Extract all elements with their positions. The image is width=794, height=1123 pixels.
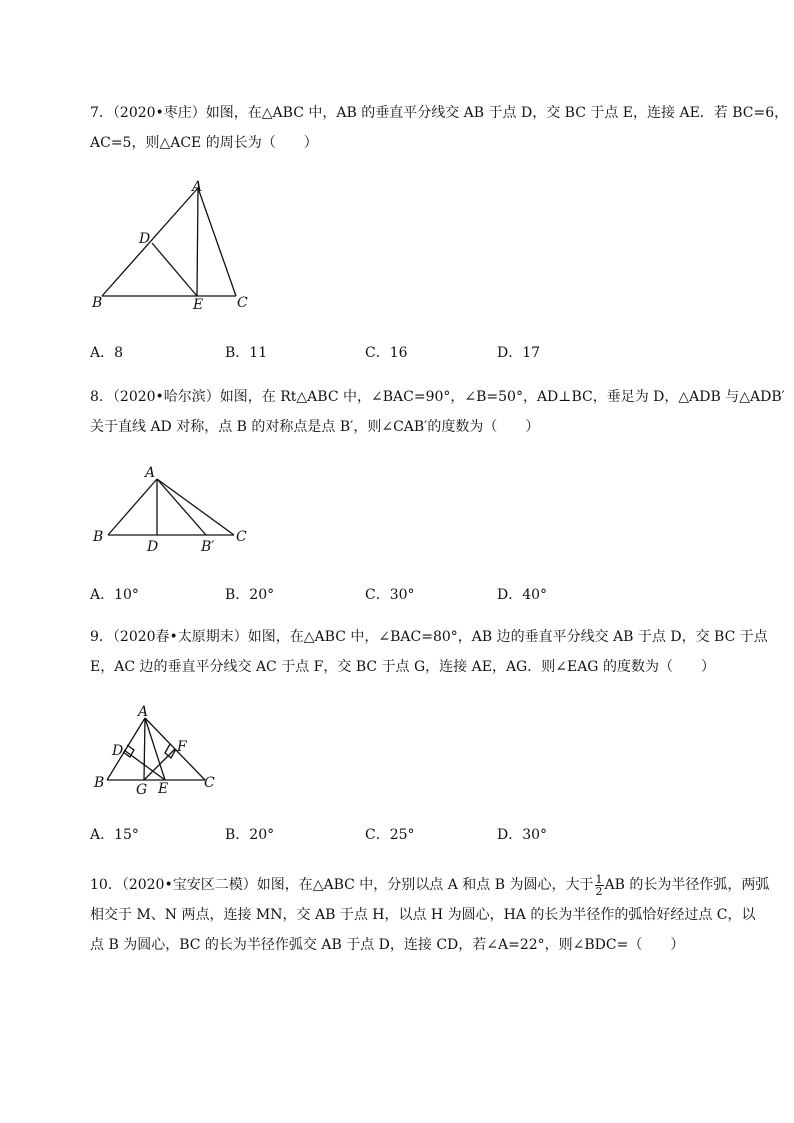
label-d: D — [139, 231, 151, 247]
question-7-figure — [85, 175, 265, 315]
label-b-prime: B′ — [201, 539, 215, 555]
label-d: D — [147, 539, 159, 555]
label-g: G — [136, 782, 148, 798]
segment-ae — [197, 188, 198, 296]
label-c: C — [237, 295, 248, 311]
question-8-option-a[interactable]: A．10° — [90, 587, 139, 603]
question-7-option-a[interactable]: A．8 — [90, 345, 124, 361]
question-9-line-2: E，AC 边的垂直平分线交 AC 于点 F，交 BC 于点 G，连接 AE，AG．则∠EAG 的度数为（ ） — [90, 659, 715, 675]
label-c: C — [236, 529, 247, 545]
segment-ab-prime — [157, 479, 206, 535]
label-a: A — [192, 179, 203, 195]
label-b: B — [93, 529, 104, 545]
question-9-option-b[interactable]: B．20° — [225, 827, 275, 843]
label-d: D — [112, 743, 124, 759]
segment-ab — [108, 479, 157, 535]
question-9 — [90, 622, 768, 682]
question-7-line-1: 7．（2020•枣庄）如图，在△ABC 中，AB 的垂直平分线交 AB 于点 D，交 BC 于点 E，连接 AE．若 BC=6， — [90, 105, 789, 121]
question-9-line-1: 9．（2020春•太原期末）如图，在△ABC 中，∠BAC=80°，AB 边的垂直平分线交 AB 于点 D，交 BC 于点 — [90, 629, 768, 645]
label-e: E — [158, 781, 169, 797]
segment-ag — [144, 718, 145, 780]
question-8 — [90, 382, 785, 442]
label-a: A — [145, 465, 156, 481]
question-10-line-1-end: AB 的长为半径作弧，两弧 — [604, 877, 770, 893]
segment-ac — [198, 188, 236, 296]
label-e: E — [193, 297, 204, 313]
label-f: F — [177, 739, 187, 755]
question-8-line-2: 关于直线 AD 对称，点 B 的对称点是点 B′，则∠CAB′的度数为（ ） — [90, 419, 540, 435]
question-7 — [90, 98, 789, 158]
question-8-option-b[interactable]: B．20° — [225, 587, 275, 603]
label-b: B — [94, 775, 105, 791]
question-10-line-3: 点 B 为圆心，BC 的长为半径作弧交 AB 于点 D，连接 CD，若∠A=22°，则∠BDC=（ ） — [90, 937, 685, 953]
question-7-line-2: AC=5，则△ACE 的周长为（ ） — [90, 135, 318, 151]
segment-ae — [145, 718, 165, 780]
question-8-option-c[interactable]: C．30° — [365, 587, 415, 603]
question-9-option-d[interactable]: D．30° — [497, 827, 548, 843]
question-8-line-1: 8．（2020•哈尔滨）如图，在 Rt△ABC 中，∠BAC=90°，∠B=50°，AD⊥BC，垂足为 D，△ADB 与△ADB′ — [90, 389, 785, 405]
question-9-option-c[interactable]: C．25° — [365, 827, 415, 843]
question-7-option-d[interactable]: D．17 — [497, 345, 541, 361]
label-a: A — [138, 704, 149, 720]
question-10-line-1-start: 10．（2020•宝安区二模）如图，在△ABC 中，分别以点 A 和点 B 为圆心，大于 — [90, 877, 594, 893]
question-10 — [90, 870, 770, 960]
fraction-numerator: 1 — [595, 872, 603, 886]
label-b: B — [92, 295, 103, 311]
right-angle-mark-f — [165, 744, 176, 758]
question-9-option-a[interactable]: A．15° — [90, 827, 139, 843]
segment-de — [152, 243, 197, 296]
label-c: C — [204, 775, 215, 791]
segment-ac — [157, 479, 234, 535]
question-7-option-b[interactable]: B．11 — [225, 345, 268, 361]
question-8-option-d[interactable]: D．40° — [497, 587, 548, 603]
question-10-line-1 — [90, 870, 770, 900]
fraction-one-half — [595, 874, 604, 897]
question-9-figure — [85, 700, 235, 800]
question-10-line-2: 相交于 M、N 两点，连接 MN，交 AB 于点 H，以点 H 为圆心，HA 的长为半径作的弧恰好经过点 C，以 — [90, 907, 756, 923]
question-8-figure — [85, 462, 265, 557]
fraction-denominator: 2 — [595, 884, 603, 898]
question-7-option-c[interactable]: C．16 — [365, 345, 408, 361]
